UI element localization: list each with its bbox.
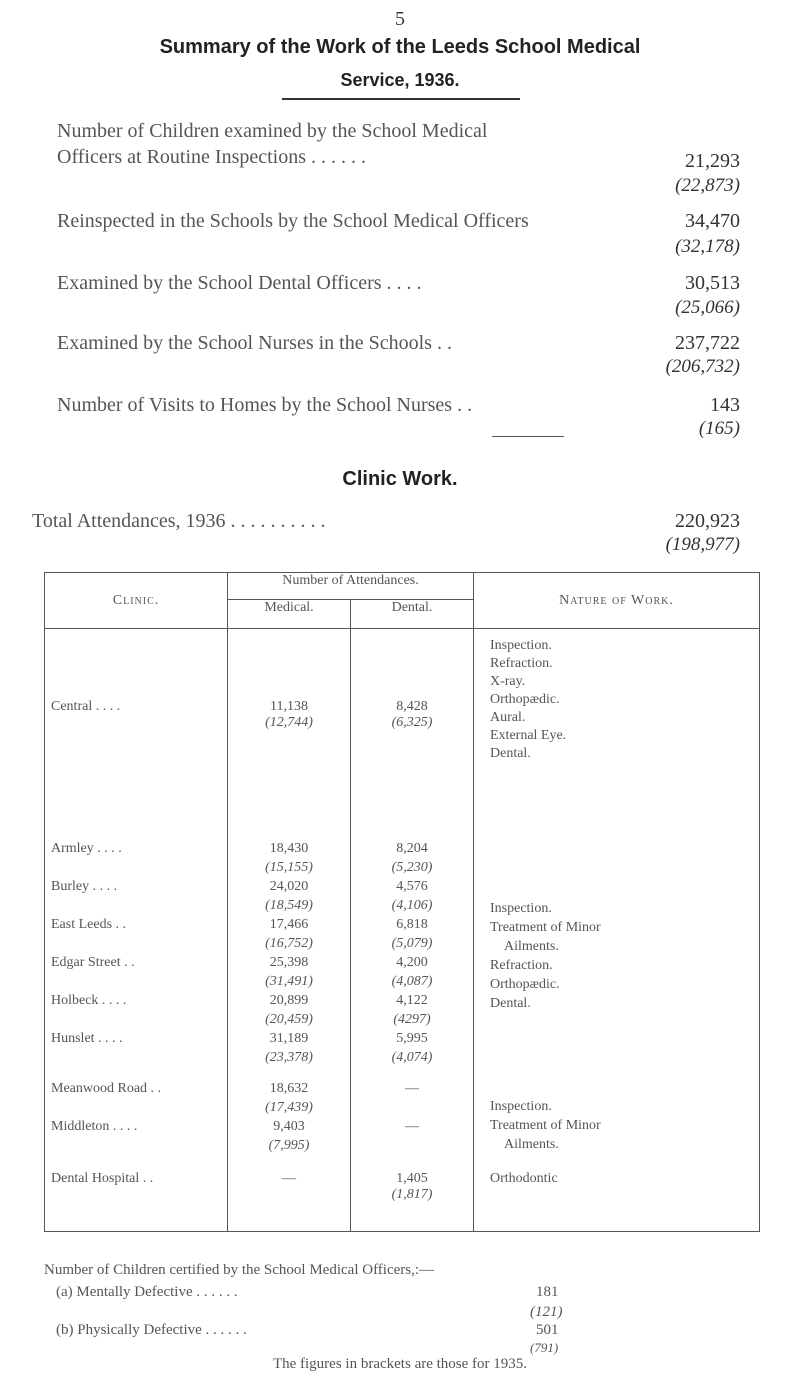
work-item: Orthodontic [474,1155,760,1232]
medical-prev: (7,995) [268,1138,310,1153]
clinic-names [45,1067,228,1155]
medical-value: 11,138 [270,699,308,714]
certified-label: (a) Mentally Defective . . . . . . [56,1284,238,1300]
work-item: X-ray. [490,674,526,689]
col-clinic-header: Clinic. [45,573,228,629]
clinic-name: Holbeck . . . . [51,993,127,1008]
medical-value: 18,632 [269,1081,309,1096]
footer-note: The figures in brackets are those for 1935. [272,1356,528,1372]
work-item: Dental. [490,996,531,1011]
total-label: Total Attendances, 1936 . . . . . . . . . . [32,510,326,532]
summary-prev: (206,732) [665,356,740,377]
work-item: External Eye. [490,728,567,743]
medical-prev: (31,491) [265,974,313,989]
certified-value: 181 [536,1284,559,1300]
summary-value: 143 [710,394,740,416]
page-number: 5 [395,8,405,30]
dental-prev: (4,106) [391,898,433,913]
total-prev: (198,977) [665,534,740,555]
medical-value: 31,189 [269,1031,309,1046]
summary-prev: (165) [698,418,740,439]
total-value: 220,923 [675,510,740,532]
summary-label: Number of Visits to Homes by the School Nurses . . [57,394,473,416]
summary-prev: (32,178) [675,236,740,257]
dental-prev: (1,817) [391,1187,433,1202]
dental-value: — [405,1119,419,1134]
title-underline [282,98,520,100]
summary-label: Reinspected in the Schools by the School Medical Officers [57,210,529,232]
dental-prev: (5,079) [391,936,433,951]
summary-value: 237,722 [675,332,740,354]
clinic-name: Edgar Street . . [51,955,135,970]
medical-cells [228,1067,351,1155]
work-item: Treatment of Minor [490,920,601,935]
separator-line [492,436,564,437]
certified-intro: Number of Children certified by the School Medical Officers,:— [44,1262,435,1278]
dental-value: — [405,1081,419,1096]
dental-prev: (6,325) [391,715,433,730]
work-item: Orthopædic. [490,977,560,992]
dental-cell [351,629,474,830]
summary-value: 34,470 [685,210,740,232]
col-nature-header: Nature of Work. [474,573,760,629]
summary-label: Examined by the School Dental Officers . . . . [57,272,422,294]
dental-value: 4,576 [396,879,428,894]
dental-cells [351,829,474,1067]
col-attendances-header: Number of Attendances. [228,573,474,600]
clinic-name: Central . . . . [45,629,228,830]
medical-value: 17,466 [269,917,309,932]
col-dental-header: Dental. [351,600,474,629]
clinic-heading: Clinic Work. [342,468,458,490]
dental-cell [351,1155,474,1232]
clinic-name: East Leeds . . [51,917,127,932]
group-work [474,829,760,1067]
page-title: Summary of the Work of the Leeds School Medical [159,36,641,58]
group2-work [474,1067,760,1155]
summary-label: Number of Children examined by the School Medical [57,120,488,142]
dental-prev: (4297) [393,1012,431,1027]
table-row [45,629,760,830]
table-row [45,1155,760,1232]
summary-value: 30,513 [685,272,740,294]
medical-prev: (16,752) [265,936,313,951]
dental-value: 6,818 [396,917,428,932]
work-item: Dental. [490,746,531,761]
summary-prev: (22,873) [675,175,740,196]
work-item: Treatment of Minor [490,1118,601,1133]
clinic-names [45,829,228,1067]
work-item: Ailments. [504,1137,559,1152]
summary-value: 21,293 [685,150,740,172]
certified-label: (b) Physically Defective . . . . . . [56,1322,247,1338]
dental-value: 1,405 [396,1171,428,1186]
summary-label: Officers at Routine Inspections . . . . . . [57,146,367,168]
col-medical-header: Medical. [228,600,351,629]
dental-value: 8,204 [396,841,428,856]
clinic-table [44,572,760,1232]
medical-cells [228,829,351,1067]
medical-value: 24,020 [269,879,309,894]
work-item: Refraction. [490,958,553,973]
medical-cell [228,629,351,830]
summary-label: Examined by the School Nurses in the Schools . . [57,332,452,354]
clinic-name: Hunslet . . . . [51,1031,123,1046]
certified-prev: (791) [530,1340,559,1355]
work-item: Inspection. [490,1099,552,1114]
work-item: Inspection. [490,901,552,916]
clinic-name: Middleton . . . . [51,1119,138,1134]
certified-value: 501 [536,1322,559,1338]
medical-value: 18,430 [269,841,309,856]
medical-prev: (15,155) [265,860,313,875]
medical-prev: (23,378) [265,1050,313,1065]
medical-value: 20,899 [269,993,309,1008]
table-row [45,1067,760,1155]
work-item: Inspection. [490,638,552,653]
work-item: Ailments. [504,939,559,954]
certified-prev: (121) [530,1304,563,1320]
dental-value: 4,122 [396,993,428,1008]
medical-prev: (18,549) [265,898,313,913]
dental-value: 5,995 [396,1031,428,1046]
medical-value: — [228,1155,351,1232]
work-item: Orthopædic. [490,692,560,707]
medical-value: 25,398 [269,955,309,970]
clinic-name: Meanwood Road . . [51,1081,162,1096]
table-row [45,829,760,1067]
dental-value: 8,428 [396,699,428,714]
central-work [474,629,760,830]
dental-prev: (4,074) [391,1050,433,1065]
medical-value: 9,403 [273,1119,305,1134]
work-item: Refraction. [490,656,553,671]
medical-prev: (17,439) [265,1100,313,1115]
clinic-name: Burley . . . . [51,879,118,894]
dental-prev: (4,087) [391,974,433,989]
clinic-name: Armley . . . . [51,841,122,856]
medical-prev: (12,744) [265,715,313,730]
dental-cells [351,1067,474,1155]
summary-prev: (25,066) [675,297,740,318]
work-item: Aural. [490,710,526,725]
medical-prev: (20,459) [265,1012,313,1027]
page-subtitle: Service, 1936. [340,70,460,90]
dental-value: 4,200 [396,955,428,970]
clinic-name: Dental Hospital . . [45,1155,228,1232]
dental-prev: (5,230) [391,860,433,875]
